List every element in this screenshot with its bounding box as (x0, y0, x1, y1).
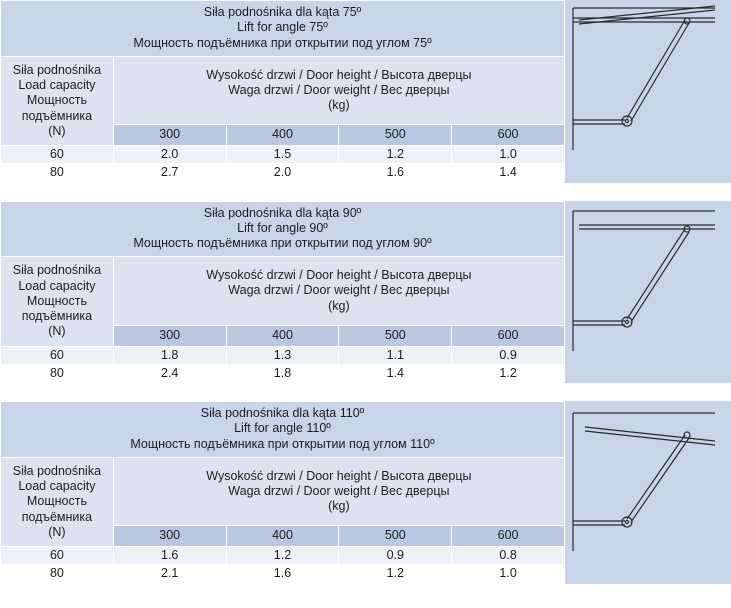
col-header-600: 600 (452, 125, 565, 146)
row-value: 1.8 (226, 364, 339, 382)
door-weight-header (113, 257, 564, 325)
title-ru: Мощность подъёмника при открытии под углом 110º (130, 436, 435, 451)
load-capacity-ru: Мощность подъёмника (21, 293, 93, 323)
door-weight-unit: (kg) (328, 98, 350, 112)
col-header-600: 600 (452, 325, 565, 346)
title-en: Lift for angle 75º (237, 20, 328, 35)
door-weight-header (113, 56, 564, 124)
table-wrap-75 (0, 0, 565, 183)
load-capacity-en: Load capacity (18, 78, 96, 92)
load-capacity-en: Load capacity (18, 278, 96, 293)
row-capacity: 60 (1, 146, 114, 164)
row-value: 1.0 (452, 565, 565, 583)
title-ru: Мощность подъёмника при открытии под углом 75º (133, 35, 432, 50)
table-title-row (1, 1, 565, 57)
load-capacity-pl: Siła podnośnika (12, 263, 102, 278)
col-header-400: 400 (226, 325, 339, 346)
capacity-block-110 (0, 401, 731, 584)
row-value: 1.6 (113, 547, 226, 565)
capacity-table-110 (0, 401, 565, 584)
row-value: 1.3 (226, 346, 339, 364)
door-height-line: Wysokość drzwi / Door height / Высота дверцы (206, 67, 472, 82)
capacity-block-90 (0, 201, 731, 384)
capacity-block-75 (0, 0, 731, 183)
load-capacity-ru: Мощность подъёмника (21, 93, 93, 123)
load-capacity-header (1, 56, 114, 145)
load-capacity-en: Load capacity (18, 479, 96, 493)
row-capacity: 80 (1, 364, 114, 382)
load-capacity-unit: (N) (48, 123, 66, 138)
table-title (1, 201, 565, 257)
load-capacity-pl: Siła podnośnika (12, 463, 102, 478)
capacity-table-90 (0, 201, 565, 384)
table-wrap-110 (0, 401, 565, 584)
row-capacity: 60 (1, 346, 114, 364)
row-value: 0.8 (452, 547, 565, 565)
door-weight-line: Waga drzwi / Door weight / Вес дверцы (228, 483, 450, 498)
title-en: Lift for angle 110º (234, 421, 331, 436)
table-row (1, 364, 565, 382)
table-title (1, 1, 565, 57)
diagram-panel-75 (565, 0, 731, 183)
col-header-500: 500 (339, 125, 452, 146)
table-header-row (1, 257, 565, 325)
load-capacity-ru: Мощность подъёмника (21, 494, 93, 524)
table-row (1, 164, 565, 182)
table-row (1, 346, 565, 364)
row-value: 0.9 (452, 346, 565, 364)
door-weight-line: Waga drzwi / Door weight / Вес дверцы (228, 283, 450, 298)
row-value: 1.2 (339, 565, 452, 583)
table-header-row (1, 56, 565, 124)
col-header-500: 500 (339, 526, 452, 547)
table-title-row (1, 201, 565, 257)
door-lift-110-deg-icon (565, 401, 731, 571)
title-pl: Siła podnośnika dla kąta 90º (203, 205, 362, 220)
capacity-table-75 (0, 0, 565, 183)
row-value: 1.2 (452, 364, 565, 382)
door-weight-header (113, 457, 564, 525)
load-capacity-unit: (N) (48, 524, 66, 539)
diagram-panel-110 (565, 401, 731, 584)
col-header-300: 300 (113, 526, 226, 547)
row-value: 1.6 (226, 565, 339, 583)
row-capacity: 80 (1, 164, 114, 182)
row-value: 1.2 (226, 547, 339, 565)
load-capacity-unit: (N) (48, 324, 66, 339)
row-value: 2.0 (113, 146, 226, 164)
row-capacity: 80 (1, 565, 114, 583)
diagram-panel-90 (565, 201, 731, 384)
row-value: 1.4 (452, 164, 565, 182)
load-capacity-pl: Siła podnośnika (12, 62, 102, 77)
row-capacity: 60 (1, 547, 114, 565)
row-value: 2.4 (113, 364, 226, 382)
row-value: 0.9 (339, 547, 452, 565)
door-weight-unit: (kg) (328, 298, 350, 313)
row-value: 1.8 (113, 346, 226, 364)
row-value: 1.6 (339, 164, 452, 182)
load-capacity-header (1, 257, 114, 346)
load-capacity-header (1, 457, 114, 546)
col-header-600: 600 (452, 526, 565, 547)
table-title-row (1, 402, 565, 458)
door-weight-unit: (kg) (328, 499, 350, 513)
col-header-400: 400 (226, 125, 339, 146)
door-height-line: Wysokość drzwi / Door height / Высота дверцы (206, 268, 472, 282)
title-en: Lift for angle 90º (237, 220, 328, 235)
row-value: 1.2 (339, 146, 452, 164)
row-value: 1.5 (226, 146, 339, 164)
title-ru: Мощность подъёмника при открытии под углом 90º (133, 236, 432, 250)
row-value: 1.0 (452, 146, 565, 164)
col-header-300: 300 (113, 325, 226, 346)
title-pl: Siła podnośnika dla kąta 75º (203, 5, 362, 19)
table-row (1, 146, 565, 164)
door-weight-line: Waga drzwi / Door weight / Вес дверцы (228, 82, 450, 97)
col-header-300: 300 (113, 125, 226, 146)
row-value: 2.7 (113, 164, 226, 182)
table-header-row (1, 457, 565, 525)
row-value: 1.1 (339, 346, 452, 364)
row-value: 2.1 (113, 565, 226, 583)
row-value: 2.0 (226, 164, 339, 182)
table-title (1, 402, 565, 458)
col-header-500: 500 (339, 325, 452, 346)
door-lift-90-deg-icon (565, 201, 731, 371)
row-value: 1.4 (339, 364, 452, 382)
table-row (1, 565, 565, 583)
table-row (1, 547, 565, 565)
title-pl: Siła podnośnika dla kąta 110º (200, 406, 365, 420)
door-lift-75-deg-icon (565, 0, 731, 170)
table-wrap-90 (0, 201, 565, 384)
door-height-line: Wysokość drzwi / Door height / Высота дверцы (206, 468, 472, 483)
col-header-400: 400 (226, 526, 339, 547)
